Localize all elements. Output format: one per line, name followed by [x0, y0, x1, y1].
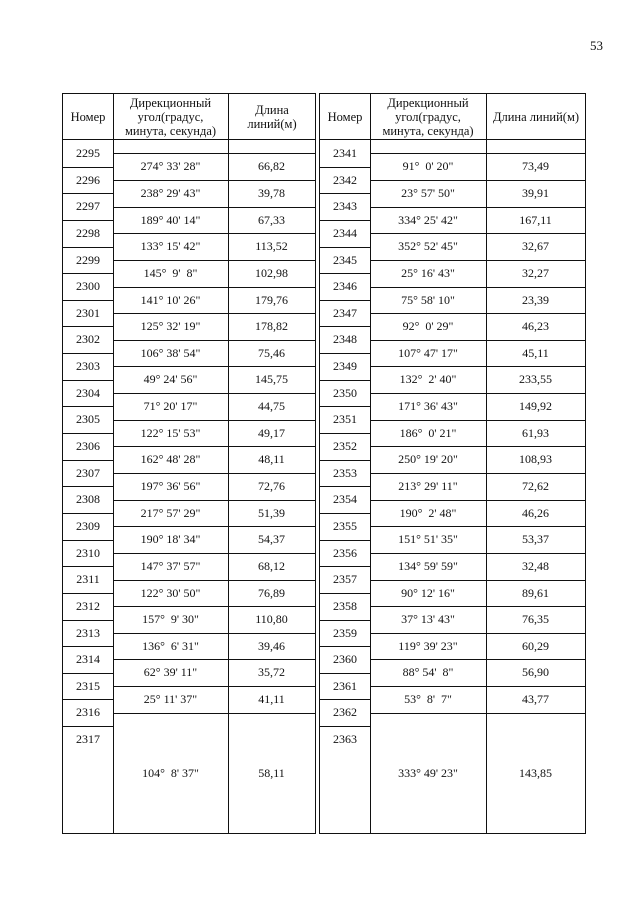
angle-value: 189° 40' 14": [140, 212, 201, 227]
angle-value: 333° 49' 23": [398, 765, 458, 780]
number-row-line: [63, 167, 113, 168]
header-angle: Дирекционный угол(градус, минута, секунда): [382, 96, 474, 138]
number-row-line: [320, 353, 370, 354]
angle-value: 53° 8' 7": [404, 692, 452, 707]
point-number: 2355: [333, 518, 357, 533]
right-table-header: [320, 94, 585, 140]
point-number: 2343: [333, 199, 357, 214]
point-number: 2350: [333, 385, 357, 400]
point-number: 2360: [333, 652, 357, 667]
angle-value: 186° 0' 21": [399, 425, 457, 440]
point-number: 2347: [333, 305, 357, 320]
angle-value: 250° 19' 20": [398, 452, 458, 467]
point-number: 2311: [76, 572, 100, 587]
point-number: 2315: [76, 678, 100, 693]
length-value: 56,90: [522, 665, 549, 680]
number-row-line: [63, 646, 113, 647]
length-value: 39,78: [258, 185, 285, 200]
number-row-line: [320, 460, 370, 461]
length-value: 46,23: [522, 319, 549, 334]
angle-value: 106° 38' 54": [140, 345, 201, 360]
header-number: Номер: [70, 110, 106, 124]
angle-value: 151° 51' 35": [398, 532, 458, 547]
angle-value: 107° 47' 17": [398, 345, 458, 360]
length-value: 108,93: [519, 452, 552, 467]
header-angle: Дирекционный угол(градус, минута, секунда): [124, 96, 217, 138]
point-number: 2363: [333, 732, 357, 747]
number-row-line: [320, 300, 370, 301]
right-table: [319, 93, 586, 834]
angle-value: 119° 39' 23": [398, 638, 458, 653]
angle-value: 25° 16' 43": [401, 265, 455, 280]
point-number: 2351: [333, 412, 357, 427]
number-row-line: [63, 326, 113, 327]
angle-value: 71° 20' 17": [143, 399, 198, 414]
number-row-line: [63, 406, 113, 407]
length-value: 113,52: [255, 239, 288, 254]
number-row-line: [63, 247, 113, 248]
length-value: 167,11: [519, 212, 552, 227]
point-number: 2361: [333, 678, 357, 693]
angle-value: 25° 11' 37": [143, 692, 198, 707]
point-number: 2349: [333, 359, 357, 374]
length-value: 39,46: [258, 638, 285, 653]
number-row-line: [63, 566, 113, 567]
point-number: 2296: [76, 172, 100, 187]
angle-value: 62° 39' 11": [143, 665, 198, 680]
point-number: 2301: [76, 305, 100, 320]
point-number: 2354: [333, 492, 357, 507]
angle-value: 49° 24' 56": [143, 372, 198, 387]
number-row-line: [63, 673, 113, 674]
point-number: 2348: [333, 332, 357, 347]
point-number: 2358: [333, 598, 357, 613]
angle-value: 125° 32' 19": [140, 319, 201, 334]
length-value: 145,75: [255, 372, 288, 387]
number-row-line: [320, 220, 370, 221]
point-number: 2316: [76, 705, 100, 720]
number-row-line: [320, 486, 370, 487]
number-row-line: [63, 726, 113, 727]
number-row-line: [63, 353, 113, 354]
point-number: 2308: [76, 492, 100, 507]
angle-value: 133° 15' 42": [140, 239, 201, 254]
number-row-line: [63, 513, 113, 514]
point-number: 2317: [76, 732, 100, 747]
number-row-line: [63, 593, 113, 594]
point-number: 2307: [76, 465, 100, 480]
number-row-line: [63, 380, 113, 381]
length-value: 75,46: [258, 345, 285, 360]
number-row-line: [320, 273, 370, 274]
length-value: 76,35: [522, 612, 549, 627]
length-value: 35,72: [258, 665, 285, 680]
point-number: 2310: [76, 545, 100, 560]
number-row-line: [320, 540, 370, 541]
length-value: 149,92: [519, 399, 552, 414]
length-value: 76,89: [258, 585, 285, 600]
number-row-line: [320, 406, 370, 407]
angle-value: 37° 13' 43": [401, 612, 455, 627]
length-value: 46,26: [522, 505, 549, 520]
angle-value: 90° 12' 16": [401, 585, 455, 600]
angle-value: 147° 37' 57": [140, 558, 201, 573]
point-number: 2342: [333, 172, 357, 187]
number-row-line: [320, 193, 370, 194]
number-row-line: [320, 620, 370, 621]
point-number: 2298: [76, 225, 100, 240]
number-row-line: [63, 193, 113, 194]
number-row-line: [320, 513, 370, 514]
point-number: 2341: [333, 146, 357, 160]
length-value: 67,33: [258, 212, 285, 227]
number-row-line: [63, 486, 113, 487]
length-value: 32,27: [522, 265, 549, 280]
angle-value: 145° 9' 8": [143, 265, 198, 280]
point-number: 2295: [76, 146, 100, 160]
number-row-line: [320, 699, 370, 700]
length-value: 32,67: [522, 239, 549, 254]
length-value: 45,11: [522, 345, 549, 360]
number-row-line: [63, 433, 113, 434]
angle-value: 134° 59' 59": [398, 558, 458, 573]
length-value: 39,91: [522, 185, 549, 200]
number-row-line: [320, 247, 370, 248]
angle-value: 197° 36' 56": [140, 479, 201, 493]
angle-value: 190° 18' 34": [140, 532, 201, 547]
point-number: 2362: [333, 705, 357, 720]
length-value: 32,48: [522, 558, 549, 573]
number-row-line: [63, 300, 113, 301]
number-row-line: [320, 673, 370, 674]
length-value: 72,62: [522, 479, 549, 493]
angle-value: 104° 8' 37": [142, 765, 199, 780]
length-value: 44,75: [258, 399, 285, 414]
number-row-line: [63, 620, 113, 621]
angle-value: 217° 57' 29": [140, 505, 201, 520]
point-number: 2313: [76, 625, 100, 640]
header-length: Длина линий(м): [492, 110, 580, 124]
point-number: 2299: [76, 252, 100, 267]
number-row-line: [63, 699, 113, 700]
angle-value: 92° 0' 29": [402, 319, 454, 334]
angle-value: 157° 9' 30": [142, 612, 199, 627]
length-value: 53,37: [522, 532, 549, 547]
angle-value: 122° 15' 53": [140, 425, 201, 440]
length-value: 51,39: [258, 505, 285, 520]
length-value: 233,55: [519, 372, 552, 387]
angle-value: 334° 25' 42": [398, 212, 458, 227]
length-value: 54,37: [258, 532, 285, 547]
number-row-line: [320, 593, 370, 594]
angle-value: 23° 57' 50": [401, 185, 455, 200]
point-number: 2306: [76, 439, 100, 454]
number-row-line: [63, 540, 113, 541]
length-value: 58,11: [258, 765, 285, 780]
angle-value: 213° 29' 11": [398, 479, 458, 493]
length-value: 66,82: [258, 159, 285, 174]
number-row-line: [320, 167, 370, 168]
length-value: 23,39: [522, 292, 549, 307]
point-number: 2297: [76, 199, 100, 214]
length-value: 61,93: [522, 425, 549, 440]
angle-value: 190° 2' 48": [399, 505, 457, 520]
header-number: Номер: [327, 110, 363, 124]
number-row-line: [63, 460, 113, 461]
point-number: 2303: [76, 359, 100, 374]
angle-value: 352° 52' 45": [398, 239, 458, 254]
angle-value: 136° 6' 31": [142, 638, 199, 653]
length-value: 60,29: [522, 638, 549, 653]
length-value: 143,85: [519, 765, 552, 780]
point-number: 2352: [333, 439, 357, 454]
length-value: 41,11: [258, 692, 285, 707]
point-number: 2312: [76, 598, 100, 613]
angle-value: 75° 58' 10": [401, 292, 455, 307]
angle-value: 162° 48' 28": [140, 452, 201, 467]
point-number: 2353: [333, 465, 357, 480]
angle-value: 122° 30' 50": [140, 585, 201, 600]
left-table-header: [63, 94, 315, 140]
number-row-line: [320, 726, 370, 727]
angle-value: 238° 29' 43": [140, 185, 201, 200]
point-number: 2305: [76, 412, 100, 427]
number-row-line: [320, 433, 370, 434]
number-row-line: [320, 646, 370, 647]
point-number: 2304: [76, 385, 100, 400]
page-number: 53: [590, 38, 603, 53]
point-number: 2356: [333, 545, 357, 560]
point-number: 2302: [76, 332, 100, 347]
angle-value: 274° 33' 28": [140, 159, 201, 174]
header-length: Длина линий(м): [247, 103, 297, 131]
point-number: 2357: [333, 572, 357, 587]
length-value: 48,11: [258, 452, 285, 467]
left-table: [62, 93, 316, 834]
length-value: 179,76: [255, 292, 288, 307]
point-number: 2300: [76, 279, 100, 294]
length-value: 73,49: [522, 159, 549, 174]
number-row-line: [320, 380, 370, 381]
point-number: 2345: [333, 252, 357, 267]
length-value: 43,77: [522, 692, 549, 707]
length-value: 110,80: [255, 612, 288, 627]
length-value: 89,61: [522, 585, 549, 600]
length-value: 102,98: [255, 265, 288, 280]
angle-value: 88° 54' 8": [402, 665, 454, 680]
length-value: 68,12: [258, 558, 285, 573]
number-row-line: [63, 273, 113, 274]
point-number: 2346: [333, 279, 357, 294]
length-value: 178,82: [255, 319, 288, 334]
point-number: 2314: [76, 652, 100, 667]
length-value: 49,17: [258, 425, 285, 440]
point-number: 2309: [76, 518, 100, 533]
angle-value: 132° 2' 40": [399, 372, 457, 387]
number-row-line: [63, 220, 113, 221]
number-row-line: [320, 326, 370, 327]
angle-value: 171° 36' 43": [398, 399, 458, 414]
length-value: 72,76: [258, 479, 285, 493]
angle-value: 141° 10' 26": [140, 292, 201, 307]
point-number: 2344: [333, 225, 357, 240]
number-row-line: [320, 566, 370, 567]
angle-value: 91° 0' 20": [402, 159, 454, 174]
point-number: 2359: [333, 625, 357, 640]
